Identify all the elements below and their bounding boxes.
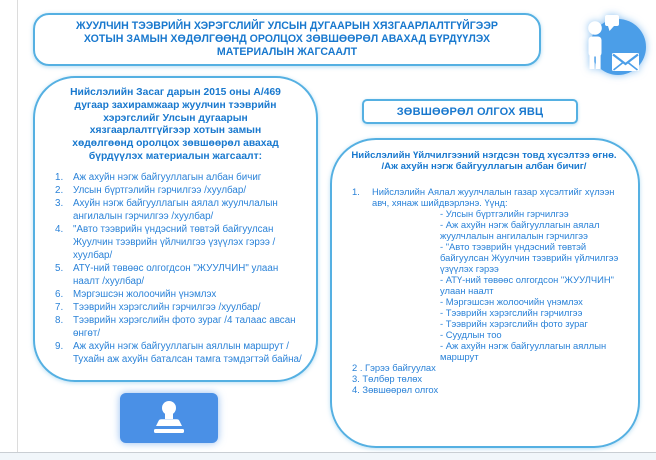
list-item-text: Ахуйн нэгж байгууллагын аялал жуулчлалын ангилалын гэрчилгээ /хуулбар/	[73, 197, 278, 222]
materials-list-item	[47, 262, 304, 288]
process-step-row	[344, 274, 624, 296]
process-panel	[330, 138, 640, 448]
materials-list-item	[47, 197, 304, 223]
process-intro-line1: Нийслэлийн Үйлчилгээний нэгдсэн товд хүсэлтээ өгнө.	[351, 150, 617, 161]
process-step-row	[344, 373, 624, 384]
person-message-envelope-icon	[580, 11, 650, 81]
step-text: - Тээврийн хэрэгслийн фото зураг	[440, 317, 588, 329]
step-text: 2 . Гэрээ байгуулах	[352, 361, 436, 373]
process-step-row	[344, 296, 624, 307]
step-text: - Аж ахуйн нэгж байгууллагын аялал жуулчлалын ангилалын гэрчилгээ	[440, 218, 600, 241]
list-item-number: 5.	[55, 262, 64, 274]
process-panel-header	[344, 151, 624, 173]
list-item-number: 9.	[55, 340, 64, 352]
step-text: - АТҮ-ний төвөөс олгогдсон "ЖУУЛЧИН" улаан наалт	[440, 273, 614, 296]
page-title: ЖУУЛЧИН ТЭЭВРИЙН ХЭРЭГСЛИЙГ УЛСЫН ДУГААРЫН ХЯЗГААРЛАЛТГҮЙГЭЭР ХОТЫН ЗАМЫН ХӨДӨЛГӨӨНД ОРОЛЦОХ ЗӨВШӨӨРӨЛ АВАХАД БҮРДҮҮЛЭХ МАТЕРИАЛЫН ЖАГСААЛТ	[76, 20, 498, 58]
process-step-row	[344, 329, 624, 340]
process-step-row	[344, 362, 624, 373]
list-item-number: 7.	[55, 301, 64, 313]
materials-list-item	[47, 288, 304, 301]
process-step-row	[344, 208, 624, 219]
step-text: - "Авто тээврийн үндэсний төвтэй байгуулсан Жуулчин тээврийн үйлчилгээ үзүүлэх гэрээ	[440, 240, 619, 274]
page-edge-line	[17, 0, 18, 452]
stamp-icon	[120, 393, 218, 443]
step-number: 1.	[352, 185, 360, 197]
process-step-row	[344, 318, 624, 329]
process-step-row	[344, 384, 624, 395]
materials-list-item	[47, 301, 304, 314]
process-step-row	[344, 307, 624, 318]
materials-list-item	[47, 314, 304, 340]
process-steps-list	[344, 186, 624, 395]
list-item-text: Улсын бүртгэлийн гэрчилгээ /хуулбар/	[73, 184, 247, 196]
page-bottom-strip	[0, 452, 656, 460]
step-text: 3. Төлбөр төлөх	[352, 372, 423, 384]
list-item-text: Аж ахуйн нэгж байгууллагын албан бичиг	[73, 171, 262, 183]
materials-list-item	[47, 171, 304, 184]
materials-list	[47, 171, 304, 366]
step-text: - Мэргэшсэн жолоочийн үнэмлэх	[440, 295, 583, 307]
list-item-text: Тээврийн хэрэгслийн гэрчилгээ /хуулбар/	[73, 301, 261, 313]
process-step-row	[344, 340, 624, 362]
materials-panel	[33, 76, 318, 382]
process-step-row	[344, 186, 624, 208]
list-item-text: Аж ахуйн нэгж байгууллагын аяллын маршрут /Тухайн аж ахуйн баталсан тамга тэмдэгтэй байна/	[73, 340, 302, 365]
step-text: - Улсын бүртгэлийн гэрчилгээ	[440, 207, 569, 219]
step-text: - Тээврийн хэрэгслийн гэрчилгээ	[440, 306, 583, 318]
process-title-box	[362, 99, 578, 124]
list-item-text: Тээврийн хэрэгслийн фото зураг /4 талаас авсан өнгөт/	[73, 314, 296, 339]
process-title: ЗӨВШӨӨРӨЛ ОЛГОХ ЯВЦ	[396, 105, 544, 118]
list-item-number: 6.	[55, 288, 64, 300]
list-item-text: "Авто тээврийн үндэсний төвтэй байгуулсан Жуулчин тээврийн үйлчилгээ үзүүлэх гэрээ /хуулбар/	[73, 223, 276, 261]
step-text: Нийслэлийн Аялал жуулчлалын газар хүсэлтийг хүлээн авч, хянаж шийдвэрлэнэ. Үүнд:	[372, 185, 615, 208]
step-text: - Суудлын тоо	[440, 328, 502, 340]
list-item-number: 2.	[55, 184, 64, 196]
list-item-number: 4.	[55, 223, 64, 235]
step-text: 4. Зөвшөөрөл олгох	[352, 383, 439, 395]
materials-list-item	[47, 223, 304, 262]
list-item-text: АТҮ-ний төвөөс олгогдсон "ЖУУЛЧИН" улаан наалт /хуулбар/	[73, 262, 279, 287]
materials-panel-header: Нийслэлийн Засаг дарын 2015 оны А/469 дугаар захирамжаар жуулчин тээврийн хэрэгслийг Улсын дугаарын хязгаарлалтгүйгээр хотын замын хөдөлгөөнд оролцох зөвшөөрөл авахад бүрдүүлэх материалын жагсаалт:	[70, 87, 281, 162]
process-intro-line2: /Аж ахуйн нэгж байгууллагын албан бичиг/	[381, 160, 587, 172]
materials-list-item	[47, 184, 304, 197]
materials-list-item	[47, 340, 304, 366]
step-text: - Аж ахуйн нэгж байгууллагын аяллын маршрут	[440, 339, 607, 362]
list-item-number: 3.	[55, 197, 64, 209]
page-title-box	[33, 13, 541, 66]
list-item-number: 1.	[55, 171, 64, 183]
process-step-row	[344, 219, 624, 241]
process-step-row	[344, 241, 624, 274]
list-item-number: 8.	[55, 314, 64, 326]
list-item-text: Мэргэшсэн жолоочийн үнэмлэх	[73, 288, 217, 300]
